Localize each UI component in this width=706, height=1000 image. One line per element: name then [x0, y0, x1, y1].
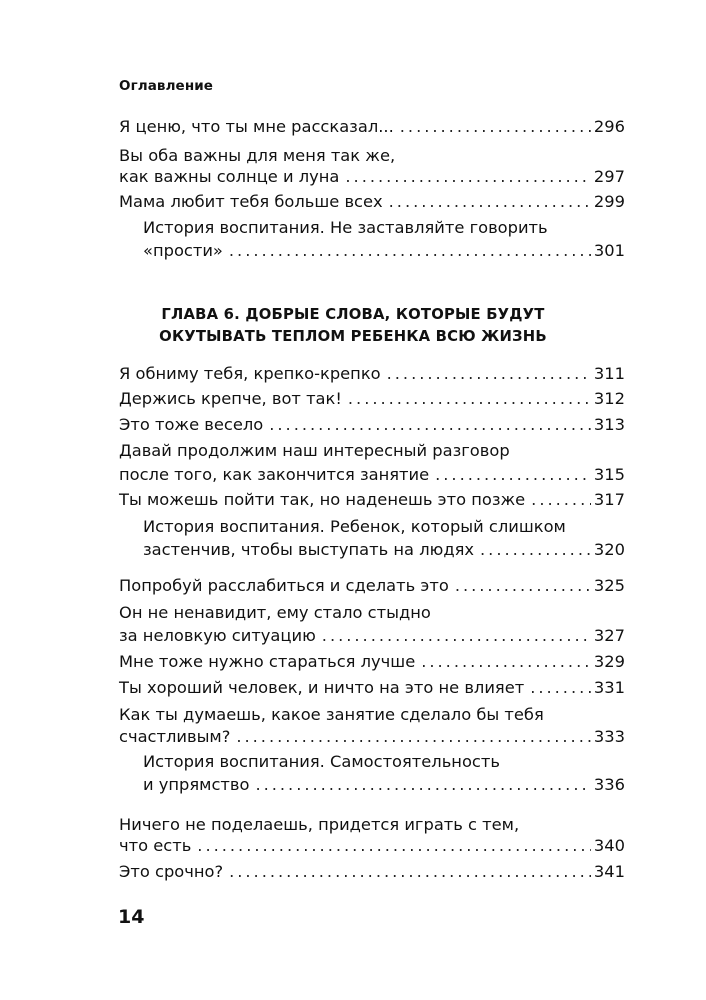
chapter-title-line2: ОКУТЫВАТЬ ТЕПЛОМ РЕБЕНКА ВСЮ ЖИЗНЬ: [159, 328, 547, 345]
toc-entry-title: Мама любит тебя больше всех: [119, 192, 383, 211]
toc-entry-line: Давай продолжим наш интересный разговор: [119, 441, 510, 460]
toc-subentry-line: История воспитания. Самостоятельность: [143, 752, 500, 771]
page-number: 14: [118, 906, 145, 928]
toc-entry[interactable]: [119, 624, 625, 648]
toc-entry-title: «прости»: [143, 241, 223, 260]
dot-leader: [531, 488, 591, 512]
toc-entry-line: Он не ненавидит, ему стало стыдно: [119, 603, 431, 622]
toc-entry-title: Это тоже весело: [119, 415, 264, 434]
toc-entry[interactable]: [119, 362, 625, 386]
toc-entry-page: 313: [593, 415, 625, 434]
toc-entry[interactable]: [119, 165, 625, 189]
dot-leader: [421, 650, 591, 674]
toc-entry[interactable]: [119, 463, 625, 487]
toc-entry-page: 312: [593, 389, 625, 408]
toc-entry-page: 340: [593, 836, 625, 855]
toc-subentry[interactable]: [143, 773, 625, 797]
toc-entry-title: Мне тоже нужно стараться лучше: [119, 652, 416, 671]
toc-entry-page: 341: [593, 862, 625, 881]
toc-entry[interactable]: [119, 860, 625, 884]
toc-entry[interactable]: [119, 115, 625, 139]
dot-leader: [229, 860, 591, 884]
toc-entry[interactable]: [119, 387, 625, 411]
dot-leader: [435, 463, 591, 487]
toc-entry-page: 325: [593, 576, 625, 595]
toc-entry-page: 297: [593, 167, 625, 186]
dot-leader: [197, 834, 591, 858]
toc-entry[interactable]: [119, 488, 625, 512]
toc-entry-title: после того, как закончится занятие: [119, 465, 430, 484]
toc-entry-page: 336: [593, 775, 625, 794]
toc-entry-title: и упрямство: [143, 775, 250, 794]
toc-entry-title: Я обниму тебя, крепко-крепко: [119, 364, 381, 383]
toc-entry-line: Как ты думаешь, какое занятие сделало бы тебя: [119, 705, 544, 724]
toc-subentry[interactable]: [143, 538, 625, 562]
section-header: Оглавление: [119, 78, 214, 94]
toc-entry[interactable]: [119, 834, 625, 858]
toc-entry[interactable]: [119, 413, 625, 437]
toc-entry-title: как важны солнце и луна: [119, 167, 340, 186]
toc-entry[interactable]: [119, 574, 625, 598]
dot-leader: [345, 165, 591, 189]
toc-entry-title: Держись крепче, вот так!: [119, 389, 342, 408]
toc-entry-page: 331: [593, 678, 625, 697]
toc-entry-title: что есть: [119, 836, 192, 855]
dot-leader: [387, 362, 591, 386]
toc-entry-page: 315: [593, 465, 625, 484]
toc-subentry-line: История воспитания. Ребенок, который слишком: [143, 517, 566, 536]
toc-entry[interactable]: [119, 190, 625, 214]
toc-entry-page: 317: [593, 490, 625, 509]
toc-entry-title: Попробуй расслабиться и сделать это: [119, 576, 449, 595]
dot-leader: [348, 387, 591, 411]
toc-entry-page: 320: [593, 540, 625, 559]
toc-entry[interactable]: [119, 725, 625, 749]
dot-leader: [400, 115, 591, 139]
dot-leader: [269, 413, 591, 437]
dot-leader: [480, 538, 591, 562]
toc-entry-title: Ты хороший человек, и ничто на это не влияет: [119, 678, 525, 697]
dot-leader: [389, 190, 591, 214]
toc-entry-title: застенчив, чтобы выступать на людях: [143, 540, 475, 559]
toc-subentry[interactable]: [143, 239, 625, 263]
toc-entry-page: 327: [593, 626, 625, 645]
dot-leader: [236, 725, 591, 749]
toc-entry[interactable]: [119, 650, 625, 674]
dot-leader: [229, 239, 591, 263]
toc-entry-title: Это срочно?: [119, 862, 224, 881]
toc-entry-page: 311: [593, 364, 625, 383]
dot-leader: [322, 624, 591, 648]
toc-entry-title: Я ценю, что ты мне рассказал...: [119, 117, 394, 136]
dot-leader: [530, 676, 591, 700]
dot-leader: [255, 773, 590, 797]
chapter-title-line1: ГЛАВА 6. ДОБРЫЕ СЛОВА, КОТОРЫЕ БУДУТ: [161, 306, 545, 323]
toc-entry-title: за неловкую ситуацию: [119, 626, 316, 645]
toc-entry-line: Ничего не поделаешь, придется играть с тем,: [119, 815, 520, 834]
toc-entry-line: Вы оба важны для меня так же,: [119, 146, 396, 165]
toc-subentry-line: История воспитания. Не заставляйте говорить: [143, 218, 548, 237]
dot-leader: [455, 574, 591, 598]
toc-entry-page: 329: [593, 652, 625, 671]
toc-entry-title: Ты можешь пойти так, но наденешь это позже: [119, 490, 526, 509]
toc-entry-title: счастливым?: [119, 727, 231, 746]
toc-entry-page: 299: [593, 192, 625, 211]
toc-entry-page: 333: [593, 727, 625, 746]
toc-entry[interactable]: [119, 676, 625, 700]
toc-entry-page: 301: [593, 241, 625, 260]
toc-entry-page: 296: [593, 117, 625, 136]
